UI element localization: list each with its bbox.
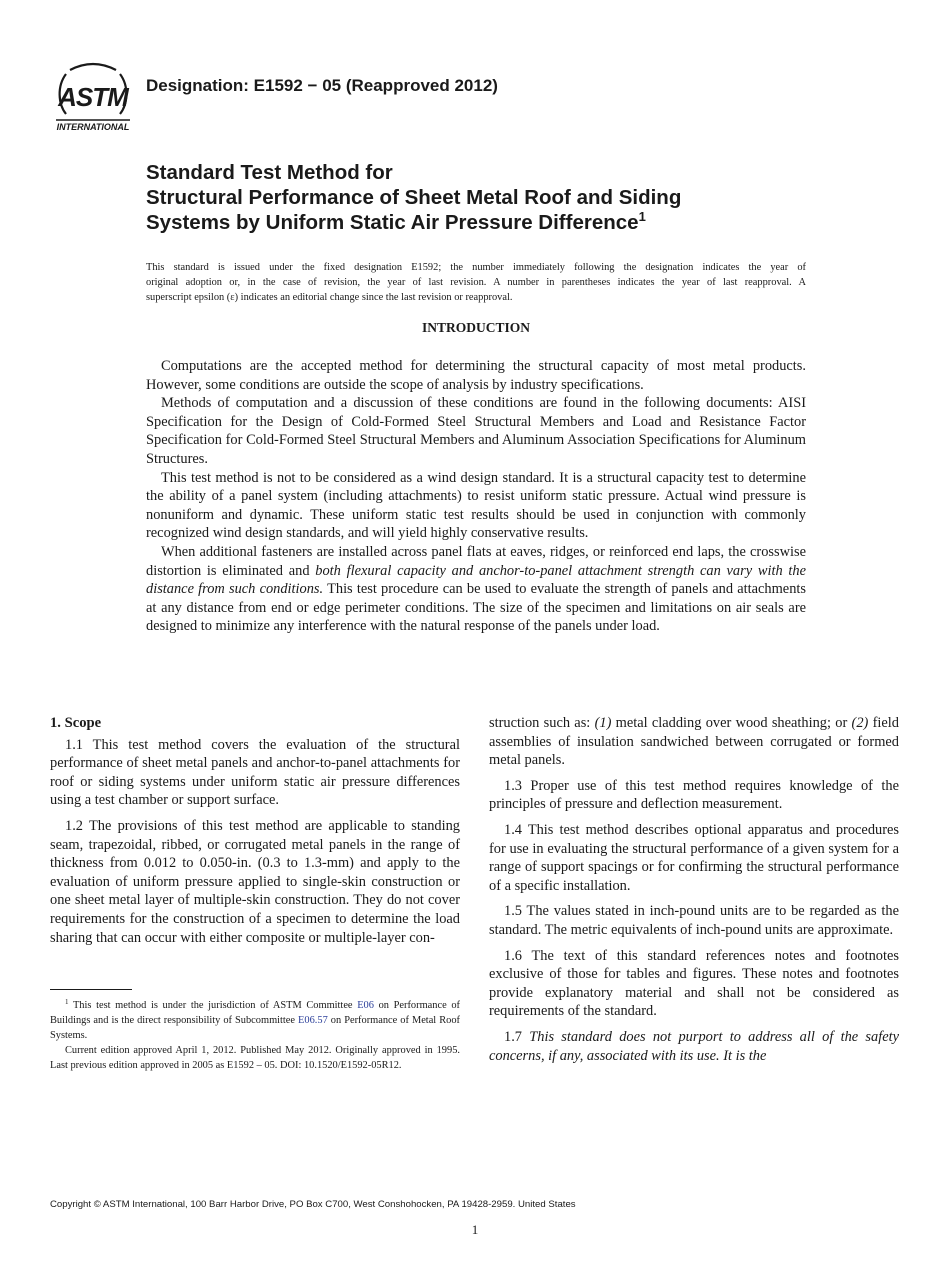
section-1-7-italic: This standard does not purport to address all of the safety concerns, if any, associated with its use. It is the — [489, 1028, 899, 1064]
title-footnote-mark: 1 — [638, 209, 646, 224]
intro-paragraph: Computations are the accepted method for determining the structural capacity of most metal products. However, some conditions are outside the scope of analysis by industry specifications. — [146, 358, 806, 393]
title-line-3 — [146, 210, 681, 235]
section-1-1: 1.1 This test method covers the evaluation of the structural performance of sheet metal panels and anchor-to-panel attachments for roof or siding systems under uniform static air pressure differences using a test chamber or support surface. — [50, 736, 460, 809]
footnote-text: on Performance of Buildings and is the direct responsibility of Subcommittee — [50, 1000, 460, 1026]
left-column — [50, 714, 460, 947]
astm-logo — [52, 58, 134, 134]
intro-paragraph: This test method is not to be considered as a wind design standard. It is a structural capacity test to determine the ability of a panel system (including attachments) to resist uniform static pressure. Actual wind pressure is nonuniform and dynamic. These uniform static test results should be used in conjunction with commonly recognized wind design standards, and will yield highly conservative results. — [146, 469, 806, 542]
section-1-2: 1.2 The provisions of this test method are applicable to standing seam, trapezoidal, ribbed, or corrugated metal panels in the range of thickness from 0.012 to 0.050-in. (0.3 to 1.3-mm) and apply to the evaluation of uniform pressure applied to single-skin construction or one sheet metal layer of multiple-skin construction. They do not cover requirements for the construction of a specimen to determine the load sharing that can occur with either composite or multiple-layer con- — [50, 817, 460, 946]
intro-p4-text: When additional fasteners are installed across panel flats at eaves, ridges, or reinforced end laps, the crosswise distortion is eliminated and — [146, 543, 806, 579]
intro-paragraph: Methods of computation and a discussion of these conditions are found in the following documents: AISI Specification for the Design of Cold-Formed Steel Structural Members and Load and Resistance Factor Specification for Cold-Formed Steel Structural Members and Aluminum Association Specifications for Aluminum Structures. — [146, 395, 806, 467]
copyright-notice: Copyright © ASTM International, 100 Barr Harbor Drive, PO Box C700, West Conshohocken, PA 19428-2959. United States — [50, 1199, 576, 1210]
introduction-heading: INTRODUCTION — [421, 320, 530, 335]
section-1-4: 1.4 This test method describes optional apparatus and procedures for use in evaluating the structural performance of a given system for a range of support spacings or for confirming the structural performance of a specific installation. — [489, 821, 899, 894]
title-line-2: Structural Performance of Sheet Metal Roof and Siding — [146, 186, 682, 209]
title-line-1: Standard Test Method for — [146, 161, 393, 184]
svg-text:INTERNATIONAL: INTERNATIONAL — [56, 122, 130, 132]
intro-p4-italic: both flexural capacity and anchor-to-panel attachment strength can vary with the distance from such conditions. — [146, 562, 806, 598]
designation: Designation: E1592 − 05 (Reapproved 2012) — [146, 76, 498, 95]
scope-heading: 1. Scope — [50, 715, 102, 731]
subcommittee-link[interactable]: E06.57 — [298, 1015, 328, 1026]
footnote-text: This test method is under the jurisdiction of ASTM Committee — [68, 1000, 358, 1011]
continued-text: metal cladding over wood sheathing; or — [611, 715, 852, 731]
footnote-text: on Performance of Metal Roof Systems. — [50, 1015, 460, 1041]
intro-paragraph — [146, 543, 806, 636]
page-number: 1 — [471, 1222, 479, 1237]
section-1-3: 1.3 Proper use of this test method requires knowledge of the principles of pressure and deflection measurement. — [489, 777, 899, 813]
section-1-7 — [489, 1028, 899, 1065]
section-1-5: 1.5 The values stated in inch-pound units are to be regarded as the standard. The metric equivalents of inch-pound units are approximate. — [489, 903, 899, 938]
notice-line: This standard is issued under the fixed designation E1592; the number immediately following the designation indicates the year of — [146, 262, 806, 273]
section-1-2-continued — [489, 714, 899, 770]
committee-link[interactable]: E06 — [357, 1000, 374, 1011]
continued-italic: (1) — [594, 715, 612, 731]
svg-text:ASTM: ASTM — [58, 82, 128, 112]
section-1-6: 1.6 The text of this standard references notes and footnotes exclusive of those for tables and figures. These notes and footnotes provide explanatory material and shall not be considered as requirements of the standard. — [489, 947, 899, 1020]
footnote — [50, 998, 460, 1073]
continued-italic: (2) — [851, 715, 869, 731]
title-line-3-text: Systems by Uniform Static Air Pressure Difference — [146, 211, 639, 234]
intro-p4-text: This test procedure can be used to evaluate the strength of panels and attachments at any distance from end or edge perimeter conditions. The size of the specimen and limitations on air seals are designed to minimize any interference with the natural response of the panels under load. — [146, 581, 806, 635]
section-number: 1.7 — [504, 1028, 530, 1045]
notice-line: superscript epsilon (ε) indicates an editorial change since the last revision or reapproval. — [146, 292, 513, 303]
standard-notice — [146, 260, 806, 305]
footnote-mark: 1 — [65, 998, 69, 1006]
notice-line: original adoption or, in the case of revision, the year of last revision. A number in parentheses indicates the year of last reapproval. A — [146, 277, 806, 288]
introduction-body — [146, 357, 806, 636]
footnote-paragraph: Current edition approved April 1, 2012. Published May 2012. Originally approved in 1995. Last previous edition approved in 2005 as E1592 – 05. DOI: 10.1520/E1592-05R12. — [50, 1045, 460, 1071]
footnote-rule — [50, 989, 132, 990]
footnote-paragraph — [50, 998, 460, 1043]
right-column — [489, 714, 899, 1065]
continued-text: field assemblies of insulation sandwiched between corrugated or formed metal panels. — [489, 715, 899, 769]
continued-text: struction such as: — [489, 715, 595, 731]
document-title — [146, 160, 681, 235]
